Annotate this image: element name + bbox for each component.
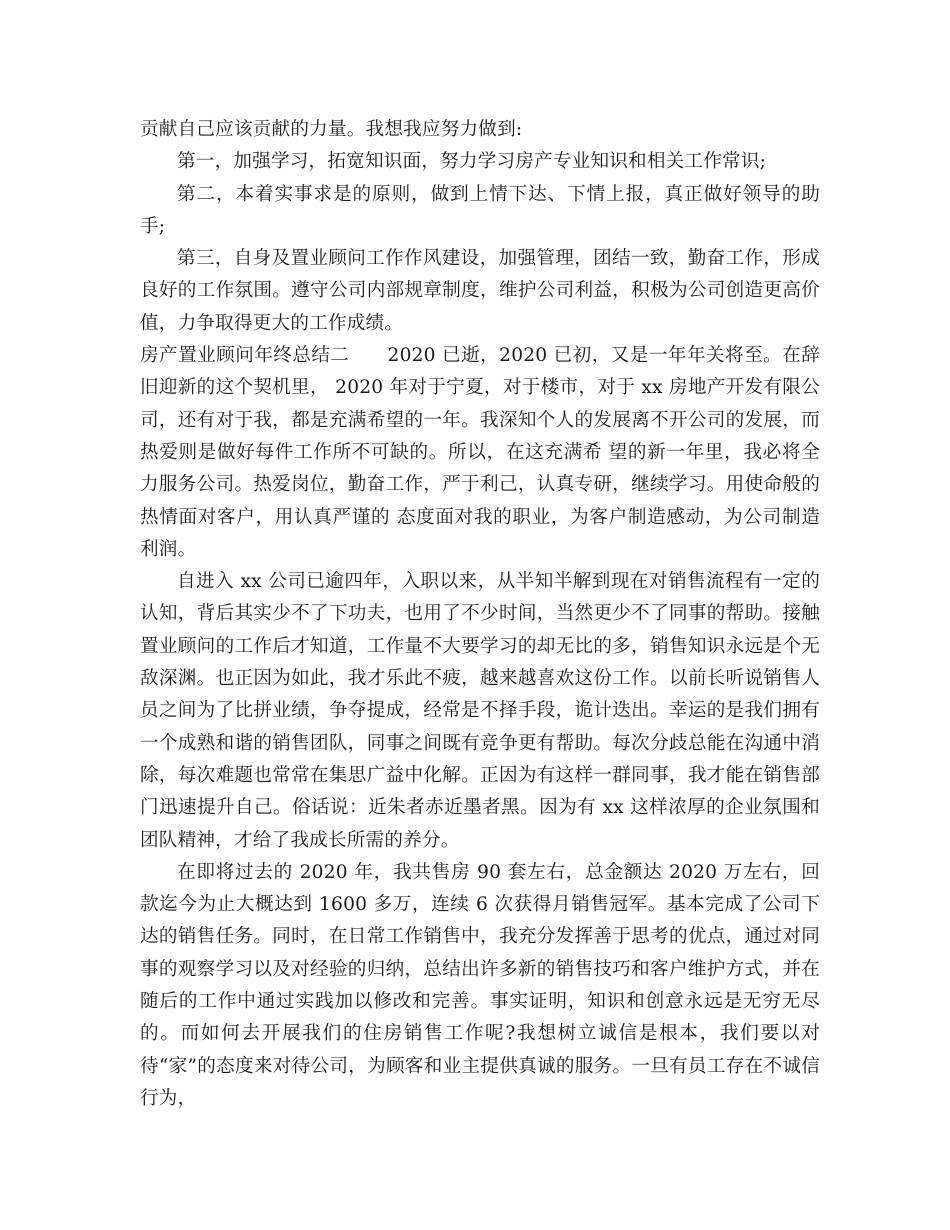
paragraph-company-experience: 自进入 xx 公司已逾四年，入职以来，从半知半解到现在对销售流程有一定的认知，背后其实少不了下功夫，也用了不少时间，当然更少不了同事的帮助。接触置业顾问的工作后才知道，工作量不大要学习的却无比的多，销售知识永远是个无敌深渊。也正因为如此，我才乐此不疲，越来越喜欢这份工作。以前长听说销售人员之间为了比拼业绩，争夺提成，经常是不择手段，诡计迭出。幸运的是我们拥有一个成熟和谐的销售团队，同事之间既有竞争更有帮助。每次分歧总能在沟通中消除，每次难题也常常在集思广益中化解。正因为有这样一群同事，我才能在销售部门迅速提升自己。俗话说：近朱者赤近墨者黑。因为有 xx 这样浓厚的企业氛围和团队精神，才给了我成长所需的养分。: [140, 571, 820, 851]
paragraph-point-three: 第三，自身及置业顾问工作作风建设，加强管理，团结一致，勤奋工作，形成良好的工作氛围。遵守公司内部规章制度，维护公司利益，积极为公司创造更高价值，力争取得更大的工作成绩。: [140, 248, 820, 334]
paragraph-point-one: 第一，加强学习，拓宽知识面，努力学习房产专业知识和相关工作常识;: [177, 151, 767, 173]
paragraph-sales-results: 在即将过去的 2020 年，我共售房 90 套左右，总金额达 2020 万左右，回款迄今为止大概达到 1600 多万，连续 6 次获得月销售冠军。基本完成了公司下达的销售任务。同时，在日常工作销售中，我充分发挥善于思考的优点，通过对同事的观察学习以及对经验的归纳，总结出许多新的销售技巧和客户维护方式，并在随后的工作中通过实践加以修改和完善。事实证明，知识和创意永远是无穷无尽的。而如何去开展我们的住房销售工作呢?我想树立诚信是根本，我们要以对待“家”的态度来对待公司，为顾客和业主提供真诚的服务。一旦有员工存在不诚信行为，: [140, 861, 820, 1109]
paragraph-summary-two-intro: 房产置业顾问年终总结二 2020 已逝，2020 已初，又是一年年关将至。在辞旧迎新的这个契机里， 2020 年对于宁夏，对于楼市，对于 xx 房地产开发有限公司，还有对于我，都是充满希望的一年。我深知个人的发展离不开公司的发展，而热爱则是做好每件工作所不可缺的。所以，在这充满希 望的新一年里，我必将全力服务公司。热爱岗位，勤奋工作，严于利己，认真专研，继续学习。用使命般的热情面对客户，用认真严谨的 态度面对我的职业，为客户制造感动，为公司制造利润。: [140, 345, 820, 560]
paragraph-point-two: 第二，本着实事求是的原则，做到上情下达、下情上报，真正做好领导的助手;: [140, 183, 820, 237]
document-body: [140, 114, 820, 1115]
paragraph-contribution: 贡献自己应该贡献的力量。我想我应努力做到:: [140, 119, 523, 140]
